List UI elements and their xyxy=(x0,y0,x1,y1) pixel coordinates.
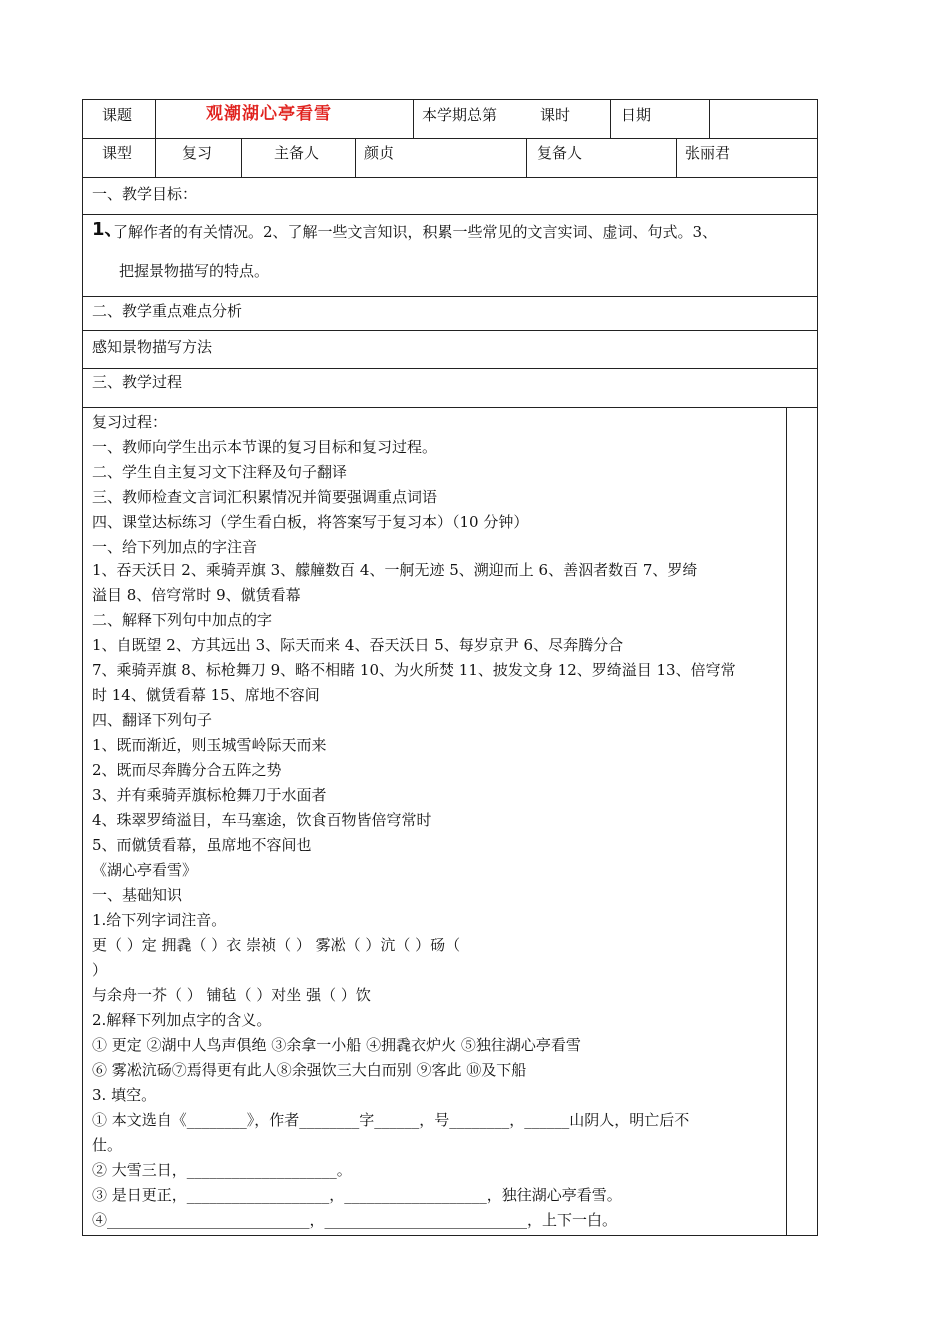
process-line: 2.解释下列加点字的含义。 xyxy=(92,1011,272,1029)
backup-label-cell xyxy=(527,139,677,177)
process-line: 二、解释下列句中加点的字 xyxy=(92,611,273,629)
key-points-heading: 二、教学重点难点分析 xyxy=(92,302,243,320)
process-line: 一、给下列加点的字注音 xyxy=(92,538,258,556)
goals-heading-row xyxy=(83,178,817,215)
process-line: 3. 填空。 xyxy=(92,1086,157,1104)
process-line: ② 大雪三日，____________________。 xyxy=(92,1161,352,1179)
lead-name-cell xyxy=(356,139,527,177)
process-line: 一、教师向学生出示本节课的复习目标和复习过程。 xyxy=(92,438,438,456)
date-label-cell xyxy=(611,100,710,138)
process-line: 时 14、僦赁看幕 15、席地不容间 xyxy=(92,686,320,704)
process-line: 7、乘骑弄旗 8、标枪舞刀 9、略不相睹 10、为火所焚 11、披发文身 12、罗绮溢目 13、倍穹常 xyxy=(92,661,736,679)
process-line: ④___________________________，___________________________，上下一白。 xyxy=(92,1211,618,1229)
type-value: 复习 xyxy=(182,144,213,162)
process-line: 二、学生自主复习文下注释及句子翻译 xyxy=(92,463,348,481)
process-line: ③ 是日更正，___________________，___________________，独往湖心亭看雪。 xyxy=(92,1186,622,1204)
process-line: 1、吞天沃日 2、乘骑弄旗 3、艨艟数百 4、一舸无迹 5、溯迎而上 6、善泅者数百 7、罗绮 xyxy=(92,561,698,579)
key-points-heading-row xyxy=(83,297,817,331)
process-side-column xyxy=(786,408,787,1235)
process-line: 1、既而渐近，则玉城雪岭际天而来 xyxy=(92,736,327,754)
header-row-1 xyxy=(83,100,817,139)
course-label: 课题 xyxy=(102,106,133,124)
term-total-cell xyxy=(414,100,611,138)
process-heading-row xyxy=(83,369,817,408)
lead-label: 主备人 xyxy=(274,144,320,162)
course-title-cell xyxy=(156,100,414,138)
process-line: 《湖心亭看雪》 xyxy=(92,861,198,879)
lead-label-cell xyxy=(242,139,356,177)
header-row-2 xyxy=(83,139,817,178)
course-title: 观潮湖心亭看雪 xyxy=(206,104,332,124)
process-line: 与余舟一芥（ ） 铺毡（ ）对坐 强（ ）饮 xyxy=(92,986,371,1004)
backup-name-cell xyxy=(677,139,819,177)
backup-name: 张丽君 xyxy=(685,144,731,162)
process-line: 复习过程： xyxy=(92,413,168,431)
lesson-plan-table xyxy=(82,99,818,1236)
backup-label: 复备人 xyxy=(537,144,583,162)
term-total-label: 本学期总第 xyxy=(422,106,498,124)
goals-content-row xyxy=(83,215,817,297)
process-line: 四、课堂达标练习（学生看白板，将答案写于复习本）（10 分钟） xyxy=(92,513,529,531)
process-line: 仕。 xyxy=(92,1136,123,1154)
goal-number: 1、 xyxy=(92,219,123,240)
process-line: ） xyxy=(92,961,108,979)
lead-name: 颜贞 xyxy=(364,144,395,162)
key-points-content-row xyxy=(83,331,817,369)
course-label-cell xyxy=(83,100,156,138)
type-label: 课型 xyxy=(102,144,133,162)
key-points-content: 感知景物描写方法 xyxy=(92,338,213,356)
date-label: 日期 xyxy=(621,106,652,124)
type-label-cell xyxy=(83,139,156,177)
process-line: ⑥ 雾凇沆砀⑦焉得更有此人⑧余强饮三大白而别 ⑨客此 ⑩及下船 xyxy=(92,1061,527,1079)
type-value-cell xyxy=(156,139,242,177)
process-line: 3、并有乘骑弄旗标枪舞刀于水面者 xyxy=(92,786,327,804)
process-line: 溢目 8、倍穹常时 9、僦赁看幕 xyxy=(92,586,301,604)
goals-line-1: 了解作者的有关情况。2、了解一些文言知识，积累一些常见的文言实词、虚词、句式。3、 xyxy=(113,223,718,241)
date-value-cell xyxy=(710,100,819,138)
process-heading: 三、教学过程 xyxy=(92,373,183,391)
process-line: 一、基础知识 xyxy=(92,886,183,904)
process-line: 1、自既望 2、方其远出 3、际天而来 4、吞天沃日 5、每岁京尹 6、尽奔腾分合 xyxy=(92,636,624,654)
goals-line-2: 把握景物描写的特点。 xyxy=(119,262,270,280)
period-label: 课时 xyxy=(540,106,571,124)
process-line: 四、翻译下列句子 xyxy=(92,711,213,729)
process-line: 更（ ）定 拥毳（ ）衣 崇祯（ ） 雾凇（ ）沆（ ）砀（ xyxy=(92,936,461,954)
process-line: 三、教师检查文言词汇积累情况并简要强调重点词语 xyxy=(92,488,438,506)
process-line: 4、珠翠罗绮溢目，车马塞途，饮食百物皆倍穹常时 xyxy=(92,811,432,829)
process-line: ① 本文选自《________》，作者________字______，号________，______山阴人，明亡后不 xyxy=(92,1111,690,1129)
process-line: 2、既而尽奔腾分合五阵之势 xyxy=(92,761,282,779)
goals-heading: 一、教学目标： xyxy=(92,185,198,203)
process-line: 5、而僦赁看幕，虽席地不容间也 xyxy=(92,836,312,854)
process-line: ① 更定 ②湖中人鸟声俱绝 ③余拿一小船 ④拥毳衣炉火 ⑤独往湖心亭看雪 xyxy=(92,1036,581,1054)
process-line: 1.给下列字词注音。 xyxy=(92,911,227,929)
